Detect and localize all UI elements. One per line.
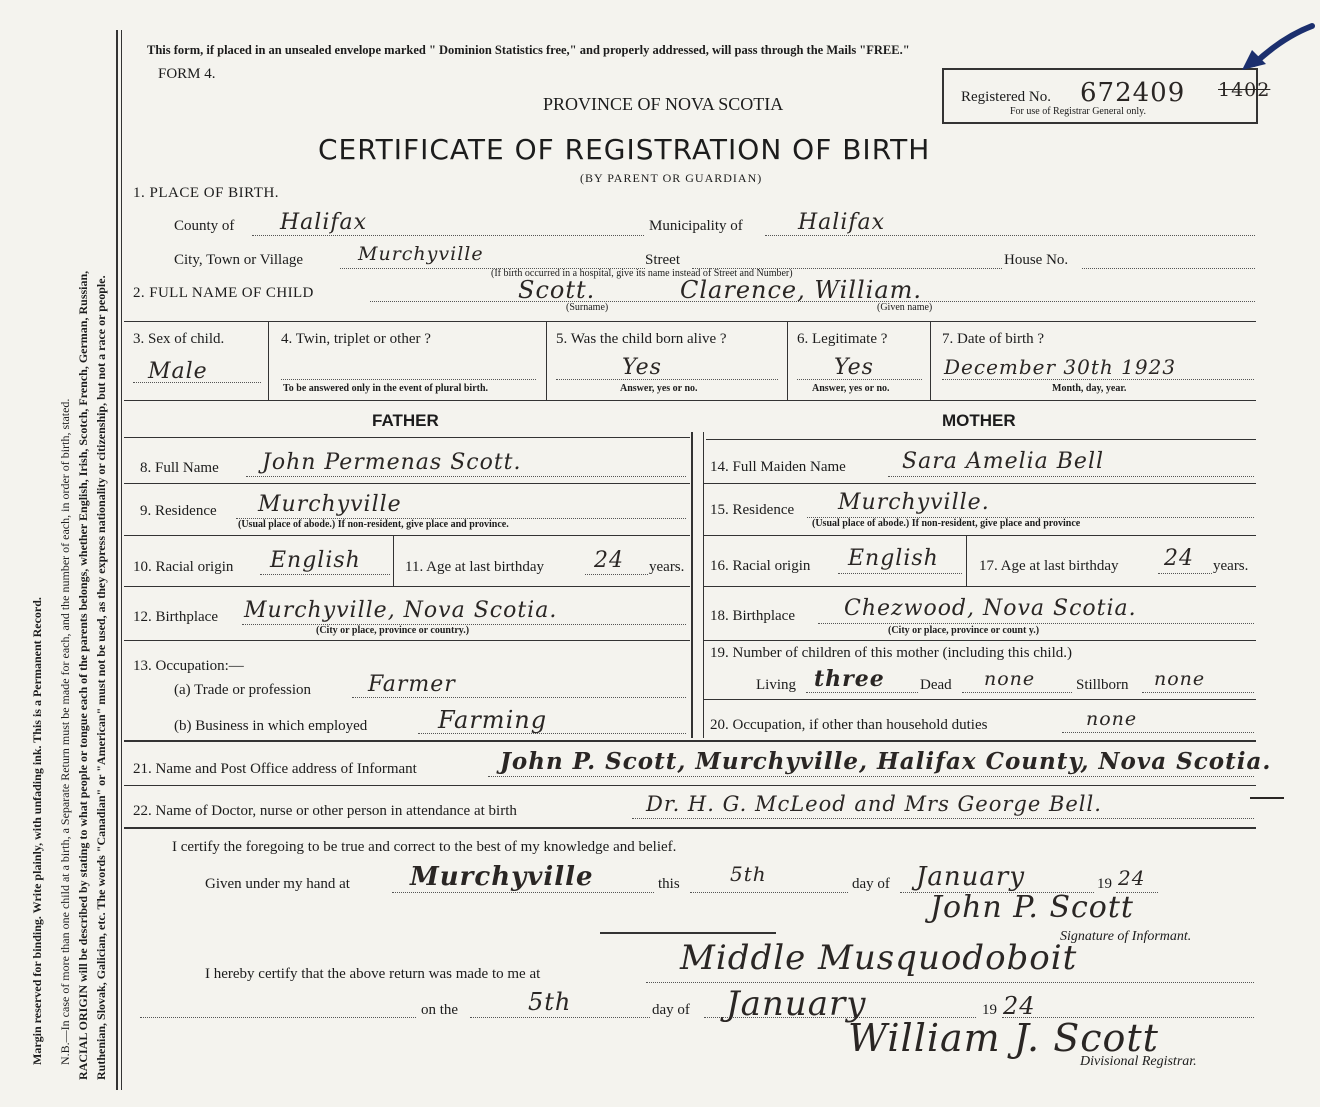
mail-note: This form, if placed in an unsealed envelope marked " Dominion Statistics free," and properly addressed, will pass through the Mails "FREE." xyxy=(147,43,910,57)
child-given-name: Clarence, William. xyxy=(680,276,923,304)
given-place: Murchyville xyxy=(410,862,594,892)
given-year-suffix: 24 xyxy=(1118,866,1146,890)
registered-label: Registered No. xyxy=(961,89,1051,105)
left-border-outer xyxy=(116,30,118,1090)
mother-birthplace-label: 18. Birthplace xyxy=(710,608,795,624)
father-birthplace-label: 12. Birthplace xyxy=(133,609,218,625)
mother-birthplace-note: (City or place, province or count y.) xyxy=(888,625,1040,636)
certificate-subtitle: (BY PARENT OR GUARDIAN) xyxy=(580,171,763,185)
dob-label: 7. Date of birth ? xyxy=(942,331,1045,347)
margin-note-3: RACIAL ORIGIN will be described by stating to what people or tongue each of the parents belongs, whether English, Irish, Scotch, French, German, Russian, xyxy=(76,270,90,1080)
mother-name-label: 14. Full Maiden Name xyxy=(710,459,846,475)
city-value: Murchyville xyxy=(358,243,484,265)
legitimate-value: Yes xyxy=(834,355,874,380)
mother-heading: MOTHER xyxy=(942,411,1016,430)
return-place: Middle Musquodoboit xyxy=(680,938,1078,978)
margin-note-1: Margin reserved for binding. Write plainly, with unfading ink. This is a Permanent Record. xyxy=(30,597,44,1065)
father-age-label: 11. Age at last birthday xyxy=(405,559,544,575)
return-year-prefix: 19 xyxy=(982,1002,997,1018)
given-month: January xyxy=(916,862,1026,892)
dayof2-label: day of xyxy=(652,1002,690,1018)
sex-value: Male xyxy=(148,359,208,384)
father-heading: FATHER xyxy=(372,411,439,430)
father-business-label: (b) Business in which employed xyxy=(174,718,368,734)
mother-birthplace-value: Chezwood, Nova Scotia. xyxy=(844,596,1137,621)
certificate-title: CERTIFICATE OF REGISTRATION OF BIRTH xyxy=(318,133,931,166)
municipality-label: Municipality of xyxy=(649,218,743,234)
mother-residence-note: (Usual place of abode.) If non-resident, give place and province xyxy=(812,518,1081,529)
stillborn-label: Stillborn xyxy=(1076,677,1129,693)
father-racial-value: English xyxy=(270,548,361,573)
blue-check-arrow-icon xyxy=(1236,20,1316,80)
twin-note: To be answered only in the event of plural birth. xyxy=(283,383,489,394)
mother-age-unit: years. xyxy=(1213,558,1249,574)
mother-children-label: 19. Number of children of this mother (including this child.) xyxy=(710,645,1073,661)
father-name-value: John Permenas Scott. xyxy=(262,450,522,475)
living-value: three xyxy=(814,666,885,692)
surname-caption: (Surname) xyxy=(566,302,609,313)
father-residence-label: 9. Residence xyxy=(140,503,217,519)
margin-note-2: N.B.—In case of more than one child at a birth, a Separate Return must be made for each, and the number of each, in order of birth, stated. xyxy=(58,398,72,1065)
house-no-label: House No. xyxy=(1004,252,1069,268)
center-divider xyxy=(691,432,693,738)
county-value: Halifax xyxy=(280,210,368,235)
mother-racial-label: 16. Racial origin xyxy=(710,558,811,574)
registrar-caption: Divisional Registrar. xyxy=(1080,1054,1197,1069)
mother-residence-value: Murchyville. xyxy=(838,490,990,515)
margin-note-4: Ruthenian, Slovak, Galician, etc. The words "Canadian" or "American" must not be used, as they express nationality or citizenship, but not a race or people. xyxy=(94,275,108,1080)
this-day: 5th xyxy=(730,862,767,886)
registered-number: 672409 xyxy=(1080,78,1186,108)
informant-value: John P. Scott, Murchyville, Halifax County, Nova Scotia. xyxy=(500,748,1272,775)
father-occupation-label: 13. Occupation:— xyxy=(133,658,244,674)
doctor-label: 22. Name of Doctor, nurse or other person in attendance at birth xyxy=(133,803,517,819)
mother-age-label: 17. Age at last birthday xyxy=(979,558,1119,574)
registrar-signature: William J. Scott xyxy=(848,1016,1159,1060)
twin-label: 4. Twin, triplet or other ? xyxy=(281,331,431,347)
father-residence-note: (Usual place of abode.) If non-resident, give place and province. xyxy=(238,519,509,530)
street-label: Street xyxy=(645,252,680,268)
alive-value: Yes xyxy=(622,355,662,380)
legitimate-note: Answer, yes or no. xyxy=(812,383,890,394)
province-heading: PROVINCE OF NOVA SCOTIA xyxy=(543,94,784,114)
hospital-note: (If birth occurred in a hospital, give its name instead of Street and Number) xyxy=(491,268,793,279)
father-age-value: 24 xyxy=(594,548,624,573)
return-label: I hereby certify that the above return was made to me at xyxy=(205,966,541,982)
dob-value: December 30th 1923 xyxy=(944,355,1177,379)
given-label: Given under my hand at xyxy=(205,876,350,892)
father-trade-label: (a) Trade or profession xyxy=(174,682,312,698)
father-trade-value: Farmer xyxy=(368,672,456,697)
child-surname: Scott. xyxy=(518,276,596,304)
this-label: this xyxy=(658,876,680,892)
place-of-birth-heading: 1. PLACE OF BIRTH. xyxy=(133,185,280,201)
father-birthplace-value: Murchyville, Nova Scotia. xyxy=(244,598,558,623)
stillborn-value: none xyxy=(1154,668,1206,690)
mother-name-value: Sara Amelia Bell xyxy=(902,449,1105,474)
on-the-value: 5th xyxy=(528,988,572,1016)
struck-number: 1402 xyxy=(1218,79,1271,101)
mother-residence-label: 15. Residence xyxy=(710,502,795,518)
form-number: FORM 4. xyxy=(158,66,216,82)
alive-label: 5. Was the child born alive ? xyxy=(556,331,727,347)
father-residence-value: Murchyville xyxy=(258,492,402,517)
municipality-value: Halifax xyxy=(798,210,886,235)
father-name-label: 8. Full Name xyxy=(140,460,219,476)
informant-signature: John P. Scott xyxy=(930,890,1134,925)
certify-text: I certify the foregoing to be true and correct to the best of my knowledge and belief. xyxy=(172,839,677,855)
dayof-label: day of xyxy=(852,876,890,892)
informant-label: 21. Name and Post Office address of Informant xyxy=(133,761,417,777)
county-label: County of xyxy=(174,218,235,234)
on-the-label: on the xyxy=(421,1002,459,1018)
mother-racial-value: English xyxy=(848,546,939,571)
mother-age-value: 24 xyxy=(1164,546,1194,571)
father-age-unit: years. xyxy=(649,559,685,575)
father-birthplace-note: (City or place, province or country.) xyxy=(316,625,470,636)
return-year-suffix: 24 xyxy=(1003,992,1036,1020)
city-label: City, Town or Village xyxy=(174,252,304,268)
dead-value: none xyxy=(984,668,1036,690)
father-racial-label: 10. Racial origin xyxy=(133,559,234,575)
dob-note: Month, day, year. xyxy=(1052,383,1127,394)
registered-box xyxy=(942,68,1258,124)
legitimate-label: 6. Legitimate ? xyxy=(797,331,888,347)
alive-note: Answer, yes or no. xyxy=(620,383,698,394)
return-month: January xyxy=(726,984,867,1024)
left-border-inner xyxy=(121,30,122,1090)
given-year-prefix: 19 xyxy=(1097,876,1112,892)
informant-sig-caption: Signature of Informant. xyxy=(1060,929,1192,944)
mother-occupation-value: none xyxy=(1086,708,1138,730)
given-caption: (Given name) xyxy=(877,302,933,313)
father-business-value: Farming xyxy=(438,706,548,734)
registrar-note: For use of Registrar General only. xyxy=(1010,106,1146,117)
mother-occupation-label: 20. Occupation, if other than household duties xyxy=(710,717,988,733)
living-label: Living xyxy=(756,677,796,693)
sex-label: 3. Sex of child. xyxy=(133,331,225,347)
dead-label: Dead xyxy=(920,677,952,693)
doctor-value: Dr. H. G. McLeod and Mrs George Bell. xyxy=(646,792,1102,816)
child-name-label: 2. FULL NAME OF CHILD xyxy=(133,285,314,301)
